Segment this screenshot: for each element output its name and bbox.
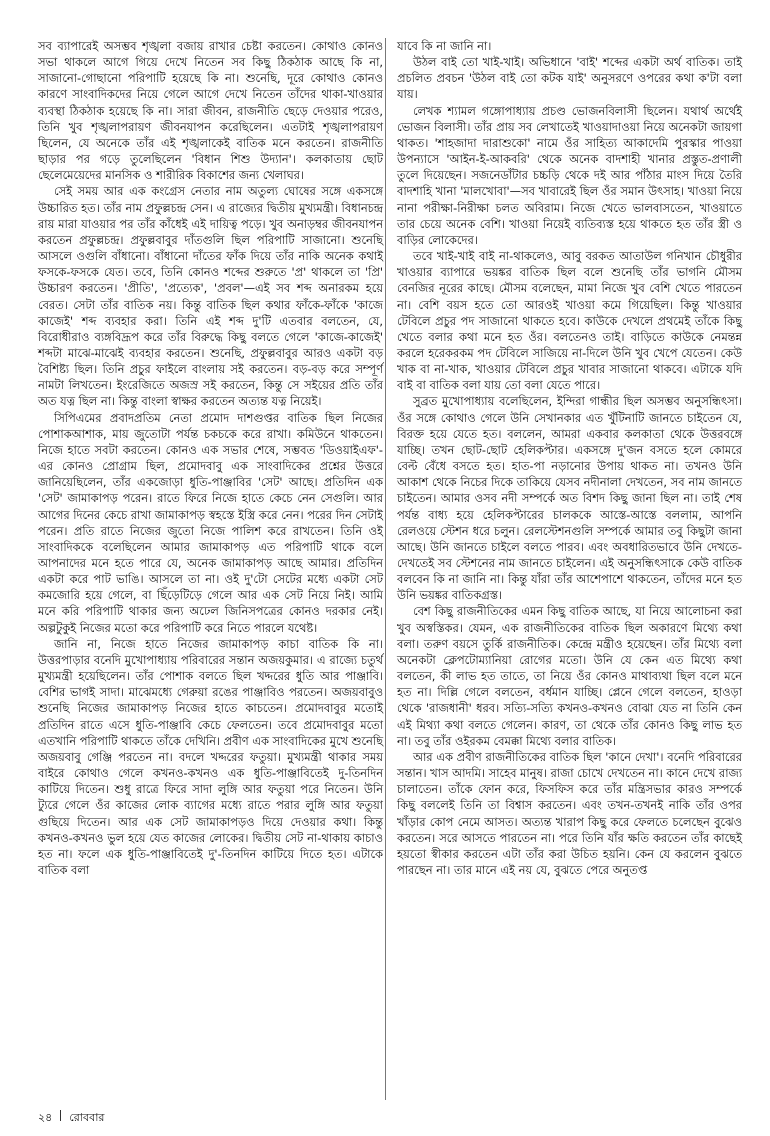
paragraph: আর এক প্রবীণ রাজনীতিকের বাতিক ছিল 'কানে দেখা'। বনেদি পরিবারের সন্তান। খাস আদমি। সাহেব মানুষ। রাজা চোখে দেখতেন না। কানে দেখে রাজ্য চালাতেন। তাঁকে ফোন করে, ফিসফিস করে তাঁর মন্ত্রিসভার কারও সম্পর্কে কিছু বললেই তিনি তা বিশ্বাস করতেন। এবং তখন-তখনই নাকি তাঁর ওপর খাঁড়ার কোপ নেমে আসত। অত্যন্ত খারাপ কিছু করে ফেলতে চলেছেন বুঝেও করতেন। সরে আসতে পারতেন না। পরে তিনি যাঁর ক্ষতি করতেন তাঁর কাছেই হয়তো স্বীকার করতেন এটা তাঁর করা উচিত হয়নি। কেন যে করলেন বুঝতে পারছেন না। তার মানে এই নয় যে, বুঝতে পেরে অনুতপ্ত	[397, 749, 742, 877]
column-divider	[385, 38, 386, 1100]
right-column	[397, 38, 742, 878]
paragraph: সিপিএমের প্রবাদপ্রতিম নেতা প্রমোদ দাশগুপ্তর বাতিক ছিল নিজের পোশাকআশাক, মায় জুতোটা পর্যন্ত চকচকে করে রাখা। কমিউনে থাকতেন। নিজে হাতে সবটা করতেন। কোনও এক সভার শেষে, সম্ভবত 'ডিওয়াইএফ'-এর কোনও প্রোগ্রাম ছিল, প্রমোদবাবু এক সাংবাদিকের প্রশ্নের উত্তরে জানিয়েছিলেন, তাঁর একজোড়া ধুতি-পাঞ্জাবির 'সেট' আছে। প্রতিদিন এক 'সেট' জামাকাপড় পরেন। রাতে ফিরে নিজে হাতে কেচে নেন সেগুলি। আর আগের দিনের কেচে রাখা জামাকাপড় স্বহস্তে ইস্ত্রি করে নেন। পরের দিন সেটাই পরেন। প্রতি রাতে নিজের জুতো নিজে পালিশ করে রাখতেন। তিনি ওই সাংবাদিককে বলেছিলেন আমার জামাকাপড় এত পরিপাটি থাকে বলে আপনাদের মনে হতে পারে যে, অনেক জামাকাপড় আছে আমার। প্রতিদিন একটা করে পাট ভাঙি। আসলে তা না। ওই দু'টো সেটের মধ্যে একটা সেট কমজোরি হয়ে গেলে, বা ছিঁড়েটিড়ে গেলে আর এক সেট নিয়ে নিই। আমি মনে করি পরিপাটি থাকার জন্য অঢেল জিনিসপত্রের কোনও দরকার নেই। অল্পটুকুই নিজের মতো করে পরিপাটি করে নিতে পারলে যথেষ্ট।	[38, 410, 383, 635]
paragraph: যাবে কি না জানি না।	[397, 39, 492, 53]
paragraph: সুব্রত মুখোপাধ্যায় বলেছিলেন, ইন্দিরা গান্ধীর ছিল অসম্ভব অনুসন্ধিৎসা। ওঁর সঙ্গে কোথাও গেলে উনি সেখানকার এত খুঁটিনাটি জানতে চাইতেন যে, বিরক্ত হয়ে যেতে হত। বললেন, আমরা একবার কলকাতা থেকে উত্তরবঙ্গে যাচ্ছি। তখন ছোট-ছোট হেলিকপ্টার। একসঙ্গে দু'জন বসতে হলে কোমরে বেল্ট বেঁধে বসতে হত। হাত-পা নড়ানোর উপায় থাকত না। তখনও উনি আকাশ থেকে নিচের দিকে তাকিয়ে যেসব নদীনালা দেখতেন, সব নাম জানতে চাইতেন। আমার ওসব নদী সম্পর্কে অত বিশদ কিছু জানা ছিল না। তাই শেষ পর্যন্ত বাধ্য হয়ে হেলিকপ্টারের চালককে আস্তে-আস্তে বললাম, আপনি রেলওয়ে স্টেশন ধরে চলুন। রেলস্টেশনগুলি সম্পর্কে আমার তবু কিছুটা জানা আছে। উনি জানতে চাইলে বলতে পারব। এবং অবধারিতভাবে উনি দেখতে-দেখতেই সব স্টেশনের নাম জানতে চাইলেন। এই অনুসন্ধিৎসাকে কেউ বাতিক বলবেন কি না জানি না। কিন্তু যাঁরা তাঁর আশেপাশে থাকতেন, তাঁদের মনে হত উনি ভয়ঙ্কর বাতিকগ্রস্ত।	[397, 394, 742, 603]
paragraph: সব ব্যাপারেই অসম্ভব শৃঙ্খলা বজায় রাখার চেষ্টা করতেন। কোথাও কোনও সভা থাকলে আগে গিয়ে দেখে নিতেন সব কিছু ঠিকঠাক আছে কি না, সাজানো-গোছানো পরিপাটি হয়েছে কি না। শুনেছি, দূরে কোথাও কোনও কারণে সাংবাদিকদের নিয়ে গেলে আগে দেখে নিতেন তাঁদের থাকা-খাওয়ার ব্যবস্থা ঠিকঠাক হয়েছে কি না। সারা জীবন, রাজনীতি ছেড়ে দেওয়ার পরেও, তিনি খুব শৃঙ্খলাপরায়ণ জীবনযাপন করেছিলেন। এতটাই শৃঙ্খলাপরায়ণ ছিলেন, যে অনেকে তাঁর এই শৃঙ্খলাকেই বাতিক মনে করতেন। রাজনীতি ছাড়ার পর গড়ে তুলেছিলেন 'বিধান শিশু উদ্যান'। কলকাতায় ছোট ছেলেমেয়েদের মানসিক ও শারীরিক বিকাশের জন্য খেলাঘর।	[38, 39, 383, 183]
paragraph: লেখক শ্যামল গঙ্গোপাধ্যায় প্রচণ্ড ভোজনবিলাসী ছিলেন। যথার্থ অর্থেই ভোজন বিলাসী। তাঁর প্রায় সব লেখাতেই খাওয়াদাওয়া নিয়ে অনেকটা জায়গা থাকত। 'শাহজাদা দারাশুকো' নামে ওঁর সাহিত্য আকাদেমি পুরস্কার পাওয়া উপন্যাসে 'আইন-ই-আকবরি' থেকে অনেক বাদশাহী খানার প্রস্তুত-প্রণালী তুলে দিয়েছেন। সজনেডাঁটার চচ্চড়ি থেকে দই আর পাঁঠার মাংস দিয়ে তৈরি বাদশাহি খানা 'মালখোবা'—সব খাবারেই ছিল ওঁর সমান উৎসাহ। খাওয়া নিয়ে নানা পরীক্ষা-নিরীক্ষা চলত অবিরাম। নিজে খেতে ভালবাসতেন, খাওয়াতে তার চেয়ে অনেক বেশি। খাওয়া নিয়েই ব্যতিব্যস্ত হয়ে থাকতে হত তাঁর স্ত্রী ও বাড়ির লোকেদের।	[397, 103, 742, 247]
page-footer	[38, 1110, 105, 1125]
paragraph: বেশ কিছু রাজনীতিকের এমন কিছু বাতিক আছে, যা নিয়ে আলোচনা করা খুব অস্বস্তিকর। যেমন, এক রাজনীতিকের বাতিক ছিল অকারণে মিথ্যে কথা বলা। তরুণ বয়সে তুর্কি রাজনীতিক। কেন্দ্রে মন্ত্রীও হয়েছেন। তাঁর মিথ্যে বলা অনেকটা ক্লেপটোম্যানিয়া রোগের মতো। উনি যে কেন এত মিথ্যে কথা বলতেন, কী লাভ হত তাতে, তা নিয়ে ওঁর কোনও মাথাব্যথা ছিল বলে মনে হত না। দিল্লি গেলে বলতেন, বর্ধমান যাচ্ছি। প্লেনে গেলে বলতেন, হাওড়া থেকে 'রাজধানী' ধরব। সত্যি-সত্যি কখনও-কখনও বোঝা যেত না তিনি কেন এই মিথ্যা কথা বলতে গেলেন। কারণ, তা থেকে তাঁর কোনও কিছু লাভ হত না। তবু তাঁর ওইরকম বেমক্কা মিথ্যে বলার বাতিক।	[397, 604, 742, 748]
footer-divider	[60, 1110, 61, 1121]
paragraph: উঠল বাই তো খাই-খাই। অভিধানে 'বাই' শব্দের একটা অর্থ বাতিক। তাই প্রচলিত প্রবচন 'উঠল বাই তো কটক যাই' অনুসরণে ওপরের কথা ক'টা বলা যায়।	[397, 55, 742, 102]
page-number: ২৪	[38, 1111, 53, 1124]
paragraph: তবে খাই-খাই বাই না-থাকলেও, আবু বরকত আতাউল গনিখান চৌধুরীর খাওয়ার ব্যাপারে ভয়ঙ্কর বাতিক ছিল বলে শুনেছি তাঁর ভাগনি মৌসম বেনজির নূরের কাছে। মৌসম বলেছেন, মামা নিজে খুব বেশি খেতে পারতেন না। বেশি বয়স হতে তো আরওই খাওয়া কমে গিয়েছিল। কিন্তু খাওয়ার টেবিলে প্রচুর পদ সাজানো থাকতে হবে। কাউকে দেখলে প্রথমেই তাঁকে কিছু খেতে বলার কথা মনে হত ওঁর। বলতেনও তাই। বাড়িতে কাউকে নেমন্তন্ন করলে হরেকরকম পদ টেবিলে সাজিয়ে না-দিলে উনি খুব খেপে যেতেন। কেউ খাক বা না-খাক, খাওয়ার টেবিলে প্রচুর খাবার সাজানো থাকবে। এটাকে যদি বাই বা বাতিক বলা যায় তো বলা যেতে পারে।	[397, 249, 742, 393]
left-column	[38, 38, 383, 878]
paragraph: জানি না, নিজে হাতে নিজের জামাকাপড় কাচা বাতিক কি না। উত্তরপাড়ার বনেদি মুখোপাধ্যায় পরিবারের সন্তান অজয়কুমার। এ রাজ্যে চতুর্থ মুখ্যমন্ত্রী হয়েছিলেন। তাঁর পোশাক বলতে ছিল খদ্দরের ধুতি আর পাঞ্জাবি। বেশির ভাগই সাদা। মাঝেমধ্যে গেরুয়া রঙের পাঞ্জাবিও পরতেন। অজয়বাবুও শুনেছি নিজের জামাকাপড় নিজের হাতে কাচতেন। প্রমোদবাবুর মতোই প্রতিদিন রাতে এসে ধুতি-পাঞ্জাবি কেচে ফেলতেন। তবে প্রমোদবাবুর মতো এতখানি পরিপাটি থাকতে তাঁকে দেখিনি। প্রবীণ এক সাংবাদিকের মুখে শুনেছি অজয়বাবু গেঞ্জি পরতেন না। বদলে খদ্দরের ফতুয়া। মুখ্যমন্ত্রী থাকার সময় বাইরে কোথাও গেলে কখনও-কখনও এক ধুতি-পাঞ্জাবিতেই দু-তিনদিন কাটিয়ে দিতেন। শুধু রাত্রে ফিরে সাদা লুঙ্গি আর ফতুয়া পরে নিতেন। উনি ট্যুরে গেলে ওঁর কাজের লোক ব্যাগের মধ্যে রাতে পরার লুঙ্গি আর ফতুয়া গুছিয়ে দিতেন। আর এক সেট জামাকাপড়ও দিয়ে দেওয়ার কথা। কিন্তু কখনও-কখনও ভুল হয়ে যেত কাজের লোকের। দ্বিতীয় সেট না-থাকায় কাচাও হত না। ফলে এক ধুতি-পাঞ্জাবিতেই দু'-তিনদিন কাটিয়ে দিতে হত। এটাকে বাতিক বলা	[38, 636, 383, 877]
publication-name: রোববার	[69, 1111, 105, 1124]
paragraph: সেই সময় আর এক কংগ্রেস নেতার নাম অতুল্য ঘোষের সঙ্গে একসঙ্গে উচ্চারিত হত। তাঁর নাম প্রফুল্লচন্দ্র সেন। এ রাজ্যের দ্বিতীয় মুখ্যমন্ত্রী। বিধানচন্দ্র রায় মারা যাওয়ার পর তাঁর কাঁধেই এই দায়িত্ব পড়ে। খুব অনাড়ম্বর জীবনযাপন করতেন প্রফুল্লচন্দ্র। প্রফুল্লবাবুর দাঁতগুলি ছিল পরিপাটি সাজানো। শুনেছি আসলে ওগুলি বাঁধানো। বাঁধানো দাঁতের ফাঁক দিয়ে তাঁর নাকি অনেক কথাই ফসকে-ফসকে যেত। তবে, তিনি কোনও শব্দের শুরুতে 'প্র' থাকলে তা 'প্রি' উচ্চারণ করতেন। 'প্রীতি', 'প্রত্যেক', 'প্রবল'—এই সব শব্দ অনারকম হয়ে বেরত। সেটা তাঁর বাতিক নয়। কিন্তু বাতিক ছিল কথার ফাঁকে-ফাঁকে 'কাজে কাজেই' শব্দ ব্যবহার করা। তিনি এই শব্দ দু'টি এতবার বলতেন, যে, বিরোধীরাও ব্যঙ্গবিদ্রূপ করে তাঁর বিরুদ্ধে কিছু বলতে গেলে 'কাজে-কাজেই' শব্দটা মাঝে-মাঝেই ব্যবহার করতেন। শুনেছি, প্রফুল্লবাবুর আরও একটা বড় বৈশিষ্ট্য ছিল। তিনি প্রচুর ফাইলে বাংলায় সই করতেন। বড়-বড় করে সম্পূর্ণ নামটা লিখতেন। ইংরেজিতে অজস্র সই করতেন, কিন্তু সে সইয়ের প্রতি তাঁর অত যত্ন ছিল না। কিন্তু বাংলা স্বাক্ষর করতেন অত্যন্ত যত্ন নিয়েই।	[38, 184, 383, 409]
